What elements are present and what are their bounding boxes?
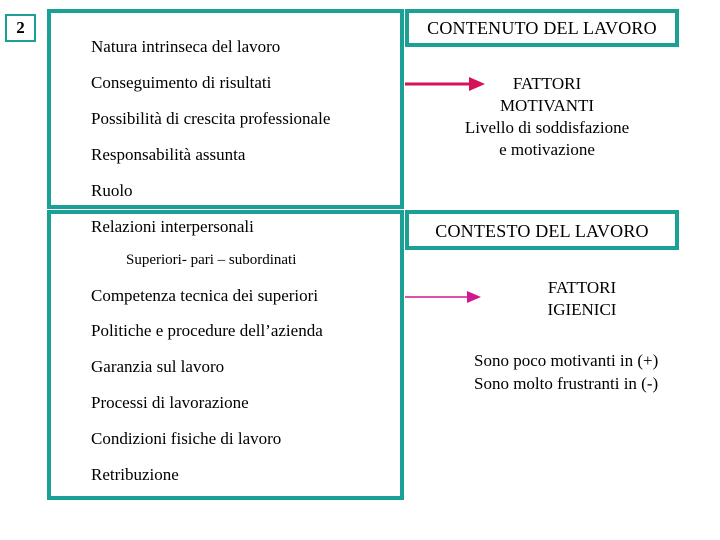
contenuto-item: Possibilità di crescita professionale — [91, 109, 331, 128]
contesto-item: Politiche e procedure dell’azienda — [91, 321, 323, 340]
contenuto-item: Ruolo — [91, 181, 133, 200]
result-line: FATTORI — [512, 74, 582, 93]
contesto-item: Garanzia sul lavoro — [91, 357, 225, 376]
contenuto-item: Conseguimento di risultati — [91, 73, 272, 92]
slide-number: 2 — [5, 14, 36, 42]
contesto-item: Competenza tecnica dei superiori — [91, 286, 319, 305]
igienici-notes — [474, 349, 658, 395]
contesto-item: Processi di lavorazione — [91, 393, 249, 412]
contesto-header: CONTESTO DEL LAVORO — [435, 221, 649, 241]
contesto-header-box — [405, 210, 679, 250]
contenuto-header: CONTENUTO DEL LAVORO — [427, 18, 657, 38]
result-line: MOTIVANTI — [499, 96, 595, 115]
result-line: Livello di soddisfazione — [464, 118, 630, 137]
contesto-sub-item: Superiori- pari – subordinati — [126, 252, 297, 268]
result-line: IGIENICI — [547, 300, 617, 319]
arrow-right-icon — [405, 290, 481, 304]
note-line: Sono molto frustranti in (-) — [474, 374, 659, 393]
contenuto-item: Natura intrinseca del lavoro — [91, 37, 281, 56]
fattori-igienici-label — [482, 277, 682, 321]
contesto-item: Retribuzione — [91, 465, 179, 484]
contenuto-item: Responsabilità assunta — [91, 145, 246, 164]
contesto-item: Condizioni fisiche di lavoro — [91, 429, 282, 448]
result-line: FATTORI — [547, 278, 617, 297]
note-line: Sono poco motivanti in (+) — [474, 351, 659, 370]
contenuto-header-box — [405, 9, 679, 47]
result-line: e motivazione — [499, 140, 595, 159]
contesto-item: Relazioni interpersonali — [91, 217, 254, 236]
fattori-motivanti-label — [432, 73, 662, 161]
